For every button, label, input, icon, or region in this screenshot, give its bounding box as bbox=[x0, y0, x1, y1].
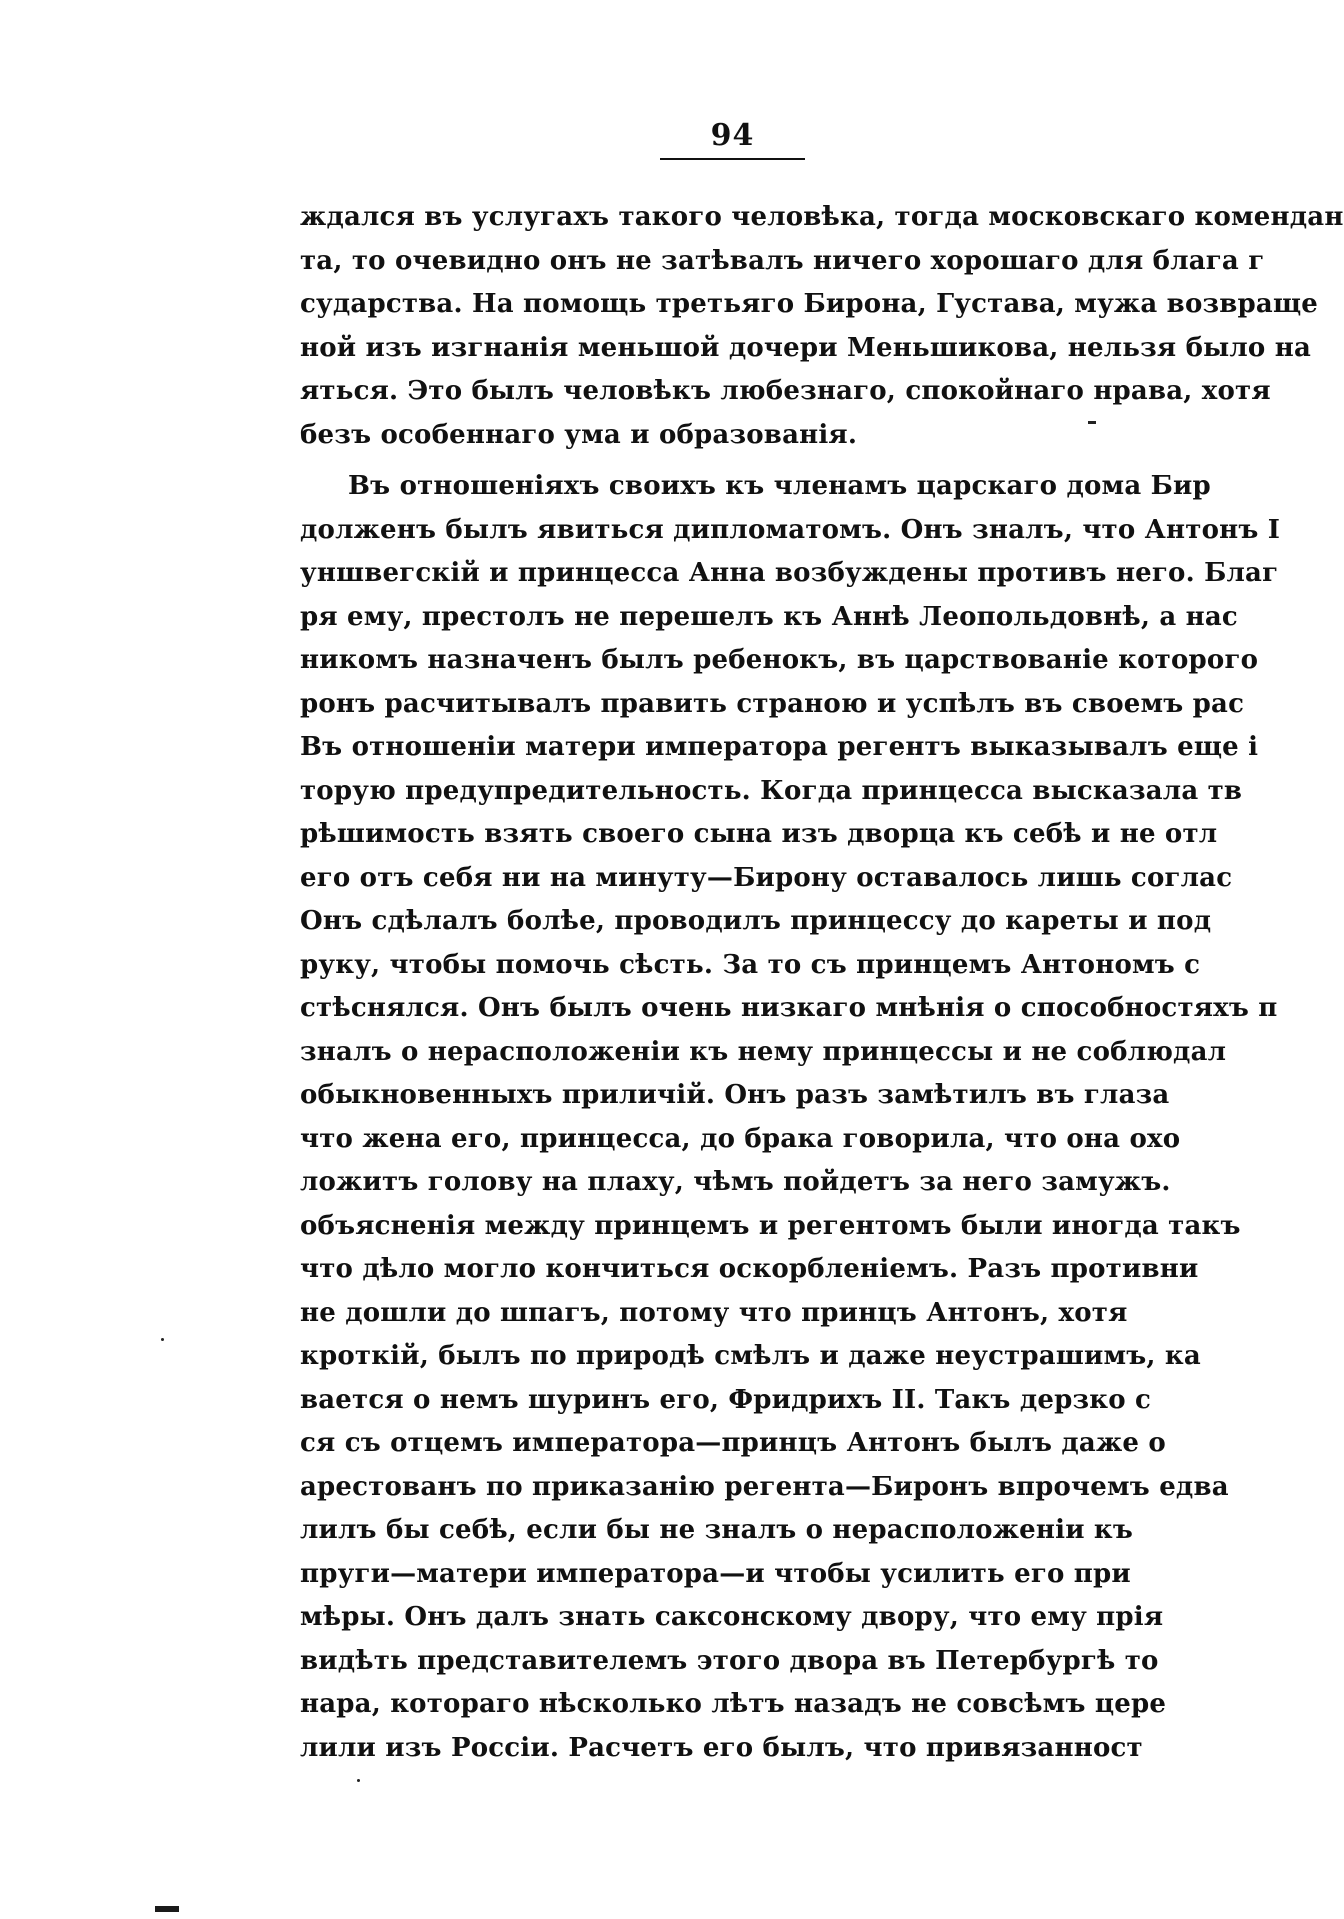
text-line: мѣры. Онъ далъ знать саксонскому двору, что ему прія bbox=[300, 1602, 1164, 1632]
text-line: безъ особеннаго ума и образованія. bbox=[300, 419, 858, 450]
text-line: видѣть представителемъ этого двора въ Петербургѣ то bbox=[300, 1645, 1159, 1676]
text-line: уншвегскій и принцесса Анна возбуждены противъ него. Благ bbox=[300, 558, 1279, 588]
text-line: ждался въ услугахъ такого человѣка, тогда московскаго комендан bbox=[300, 202, 1344, 232]
text-line: вается о немъ шуринъ его, Фридрихъ II. Такъ дерзко с bbox=[300, 1384, 1152, 1415]
text-line: лилъ бы себѣ, если бы не зналъ о нерасположеніи къ bbox=[300, 1515, 1134, 1545]
text-line: стѣснялся. Онъ былъ очень низкаго мнѣнія о способностяхъ п bbox=[300, 993, 1278, 1023]
paragraph-gap bbox=[300, 457, 1090, 465]
body-text bbox=[300, 196, 1344, 1770]
text-line: никомъ назначенъ былъ ребенокъ, въ царствованіе которого bbox=[300, 645, 1259, 675]
text-line: Въ отношеніи матери императора регентъ выказывалъ еще і bbox=[300, 732, 1259, 762]
text-line: руку, чтобы помочь сѣсть. За то съ принцемъ Антономъ с bbox=[300, 949, 1201, 980]
text-line: его отъ себя ни на минуту—Бирону оставалось лишь соглас bbox=[300, 862, 1233, 893]
text-line: объясненія между принцемъ и регентомъ были иногда такъ bbox=[300, 1210, 1241, 1241]
text-line: ложитъ голову на плаху, чѣмъ пойдетъ за него замужъ. bbox=[300, 1167, 1171, 1197]
text-line: яться. Это былъ человѣкъ любезнаго, спокойнаго нрава, хотя bbox=[300, 376, 1271, 406]
text-line: та, то очевидно онъ не затѣвалъ ничего хорошаго для блага г bbox=[300, 245, 1265, 276]
text-line: сударства. На помощь третьяго Бирона, Густава, мужа возвраще bbox=[300, 289, 1319, 319]
text-line: кроткій, былъ по природѣ смѣлъ и даже неустрашимъ, ка bbox=[300, 1341, 1201, 1371]
text-line: рѣшимость взять своего сына изъ дворца къ себѣ и не отл bbox=[300, 819, 1218, 849]
text-line: нара, котораго нѣсколько лѣтъ назадъ не совсѣмъ цере bbox=[300, 1689, 1167, 1719]
text-line: обыкновенныхъ приличій. Онъ разъ замѣтилъ въ глаза bbox=[300, 1080, 1170, 1110]
text-line: ронъ расчитывалъ править страною и успѣлъ въ своемъ рас bbox=[300, 688, 1245, 719]
text-line: арестованъ по приказанію регента—Биронъ впрочемъ едва bbox=[300, 1471, 1229, 1502]
text-line: ря ему, престолъ не перешелъ къ Аннѣ Леопольдовнѣ, а нас bbox=[300, 601, 1238, 632]
text-line: Онъ сдѣлалъ болѣе, проводилъ принцессу до кареты и под bbox=[300, 906, 1212, 936]
margin-dot-mark bbox=[161, 1338, 164, 1341]
text-line: ся съ отцемъ императора—принцъ Антонъ былъ даже о bbox=[300, 1428, 1166, 1458]
text-line: пруги—матери императора—и чтобы усилить его при bbox=[300, 1558, 1131, 1589]
page-number-rule bbox=[660, 158, 805, 160]
page-number: 94 bbox=[710, 118, 755, 153]
text-line: долженъ былъ явиться дипломатомъ. Онъ зналъ, что Антонъ I bbox=[300, 514, 1281, 545]
text-line: ной изъ изгнанія меньшой дочери Меньшикова, нельзя было на bbox=[300, 332, 1311, 363]
text-line: торую предупредительность. Когда принцесса высказала тв bbox=[300, 775, 1243, 806]
margin-dash-mark bbox=[1088, 421, 1096, 424]
text-line: что дѣло могло кончиться оскорбленіемъ. Разъ противни bbox=[300, 1254, 1199, 1284]
text-line: зналъ о нерасположеніи къ нему принцессы и не соблюдал bbox=[300, 1036, 1227, 1067]
text-line: не дошли до шпагъ, потому что принцъ Антонъ, хотя bbox=[300, 1297, 1128, 1328]
text-line: Въ отношеніяхъ своихъ къ членамъ царскаго дома Бир bbox=[348, 471, 1211, 501]
corner-scan-mark bbox=[155, 1906, 179, 1912]
text-line: что жена его, принцесса, до брака говорила, что она охо bbox=[300, 1123, 1181, 1154]
text-line: лили изъ Россіи. Расчетъ его былъ, что привязанност bbox=[300, 1732, 1143, 1763]
margin-dot-mark bbox=[357, 1779, 360, 1782]
